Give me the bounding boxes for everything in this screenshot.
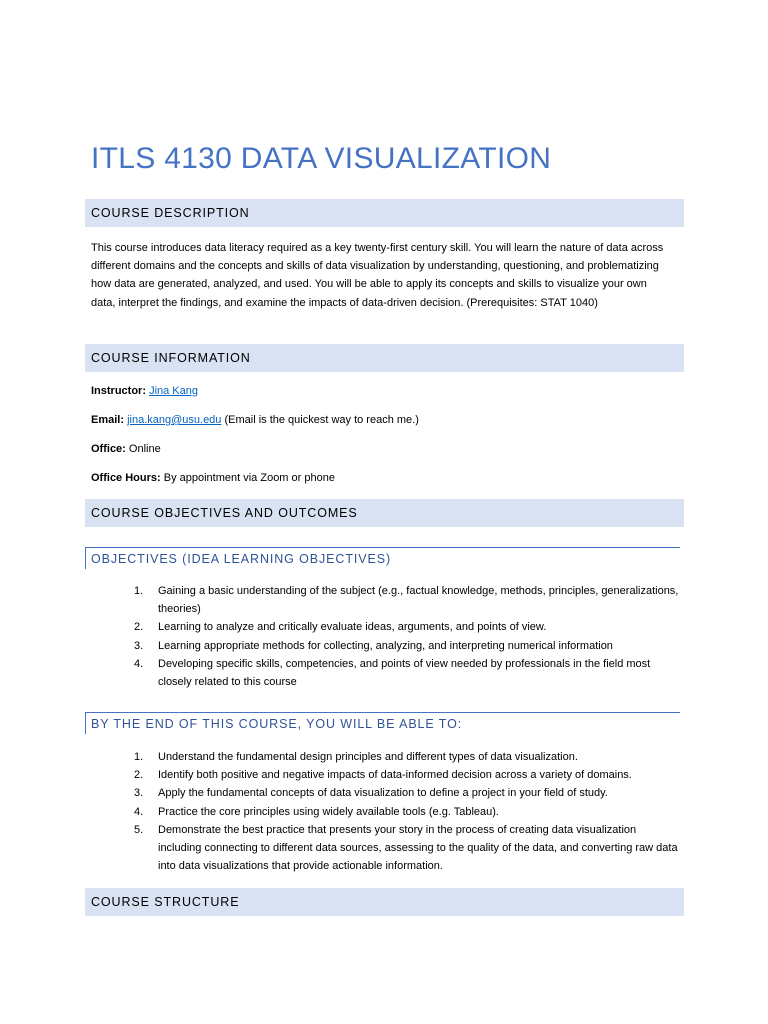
list-text: Understand the fundamental design principles and different types of data visualization. bbox=[158, 751, 578, 763]
list-text: Apply the fundamental concepts of data visualization to define a project in your field of study. bbox=[158, 787, 608, 800]
section-heading-objectives-outcomes: COURSE OBJECTIVES AND OUTCOMES bbox=[85, 499, 684, 527]
list-number: 2. bbox=[134, 621, 144, 634]
list-text: Identify both positive and negative impacts of data-informed decision across a variety of domains. bbox=[158, 769, 632, 782]
list-text: Learning to analyze and critically evaluate ideas, arguments, and points of view. bbox=[158, 621, 547, 634]
course-description-text: This course introduces data literacy required as a key twenty-first century skill. You will learn the nature of data across different domains and the concepts and skills of data visualization by understanding, questioning, and problematizing how data are generated, analyzed, and used. You will be able to apply its concepts and skills to visualize your own data, interpret the findings, and examine the impacts of data-driven decision. (Prerequisites: STAT 1040) bbox=[91, 242, 664, 309]
section-heading-course-structure: COURSE STRUCTURE bbox=[85, 888, 684, 916]
list-text: Demonstrate the best practice that presents your story in the process of creating data visualization including connecting to different data sources, assessing to the quality of the data, and converting raw data into data visualizations that provide actionable information. bbox=[158, 823, 678, 873]
email-link[interactable]: jina.kang@usu.edu bbox=[127, 414, 222, 426]
office-label: Office: bbox=[91, 443, 126, 455]
instructor-label: Instructor: bbox=[91, 385, 146, 397]
list-text: Practice the core principles using widely available tools (e.g. Tableau). bbox=[158, 805, 499, 818]
office-line bbox=[91, 443, 161, 455]
list-item bbox=[134, 766, 680, 784]
list-number: 4. bbox=[134, 805, 144, 818]
list-text: Gaining a basic understanding of the subject (e.g., factual knowledge, methods, principles, generalizations, theories) bbox=[158, 585, 679, 616]
subheading-outcomes: BY THE END OF THIS COURSE, YOU WILL BE ABLE TO: bbox=[85, 712, 680, 734]
email-label: Email: bbox=[91, 414, 125, 426]
list-number: 3. bbox=[134, 639, 144, 652]
list-text: Developing specific skills, competencies, and points of view needed by professionals in the field most closely related to this course bbox=[158, 657, 651, 689]
office-hours-value: By appointment via Zoom or phone bbox=[160, 472, 335, 484]
list-item bbox=[134, 784, 680, 802]
list-item bbox=[134, 803, 680, 821]
objectives-list bbox=[134, 582, 680, 691]
list-number: 3. bbox=[134, 787, 144, 800]
office-hours-line bbox=[91, 472, 335, 484]
document-title: ITLS 4130 DATA VISUALIZATION bbox=[91, 142, 552, 175]
list-item bbox=[134, 618, 680, 636]
subheading-objectives: OBJECTIVES (IDEA LEARNING OBJECTIVES) bbox=[85, 547, 680, 569]
list-item bbox=[134, 637, 680, 655]
outcomes-list bbox=[134, 748, 680, 875]
list-item bbox=[134, 821, 680, 876]
list-number: 4. bbox=[134, 657, 144, 670]
list-number: 1. bbox=[134, 585, 144, 597]
section-heading-course-information: COURSE INFORMATION bbox=[85, 344, 684, 372]
list-item bbox=[134, 655, 680, 691]
list-number: 2. bbox=[134, 769, 144, 782]
list-item bbox=[134, 748, 680, 766]
list-item bbox=[134, 582, 680, 618]
office-hours-label: Office Hours: bbox=[91, 472, 161, 484]
email-line bbox=[91, 414, 419, 426]
instructor-line bbox=[91, 385, 198, 397]
email-note: (Email is the quickest way to reach me.) bbox=[221, 414, 419, 426]
list-number: 1. bbox=[134, 751, 144, 763]
list-number: 5. bbox=[134, 823, 144, 836]
instructor-link[interactable]: Jina Kang bbox=[149, 385, 198, 397]
office-value: Online bbox=[125, 443, 161, 455]
list-text: Learning appropriate methods for collecting, analyzing, and interpreting numerical information bbox=[158, 639, 613, 652]
section-heading-course-description: COURSE DESCRIPTION bbox=[85, 199, 684, 227]
